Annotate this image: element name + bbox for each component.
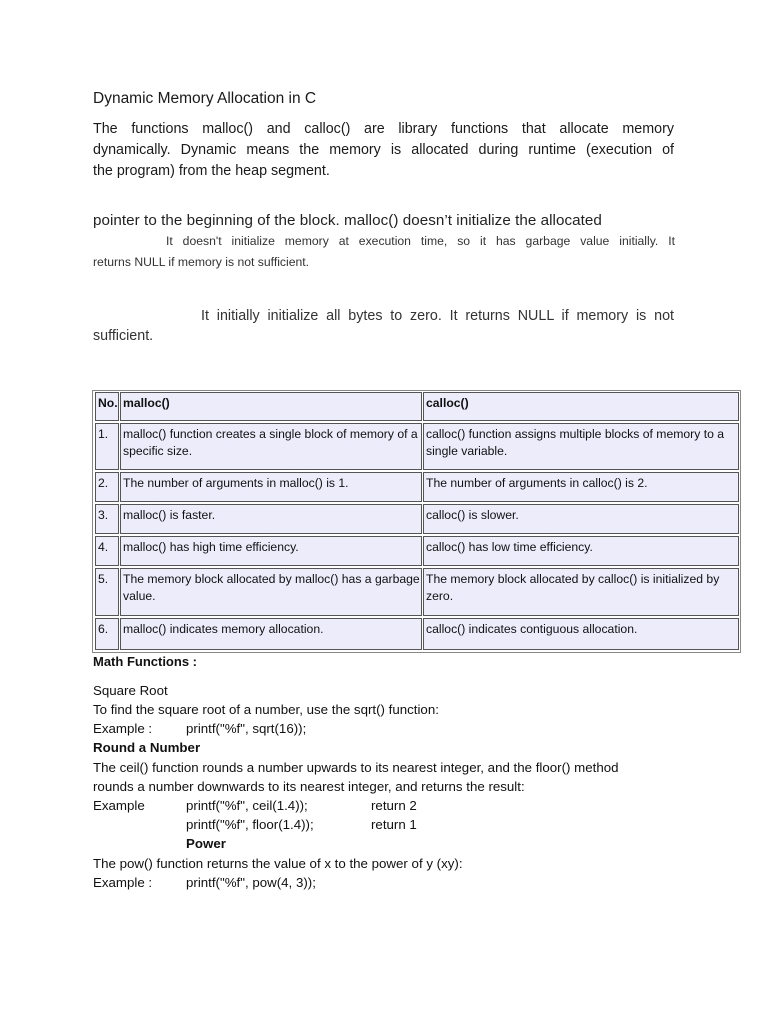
table-cell: calloc() function assigns multiple blocks of memory to a single variable.	[423, 423, 739, 470]
table-cell: 4.	[95, 536, 119, 566]
power-example-code: printf("%f", pow(4, 3));	[186, 875, 316, 890]
example-label: Example	[93, 798, 145, 813]
table-row	[92, 536, 741, 566]
floor-example-return: return 1	[371, 817, 417, 832]
table-row	[92, 423, 741, 470]
table-cell: The number of arguments in calloc() is 2.	[423, 472, 739, 502]
table-row	[92, 568, 741, 616]
table-cell: 6.	[95, 618, 119, 650]
malloc-note-line: returns NULL if memory is not sufficient.	[93, 255, 310, 269]
power-title: Power	[186, 836, 226, 851]
table-row	[92, 472, 741, 502]
intro-paragraph	[93, 119, 674, 182]
pointer-line: pointer to the beginning of the block. malloc() doesn’t initialize the allocated	[93, 212, 602, 229]
round-description: rounds a number downwards to its nearest integer, and returns the result:	[93, 779, 525, 794]
round-title: Round a Number	[93, 740, 201, 755]
malloc-note-line: It doesn't initialize memory at execution time, so it has garbage value initially. It	[166, 234, 675, 248]
header-cell-malloc: malloc()	[120, 392, 422, 421]
sqrt-description: To find the square root of a number, use the sqrt() function:	[93, 702, 439, 717]
round-description: The ceil() function rounds a number upwards to its nearest integer, and the floor() method	[93, 760, 619, 775]
table-cell: 5.	[95, 568, 119, 616]
intro-line: the program) from the heap segment.	[93, 163, 330, 179]
intro-line: dynamically. Dynamic means the memory is allocated during runtime (execution of	[93, 142, 674, 158]
ceil-example-code: printf("%f", ceil(1.4));	[186, 798, 308, 813]
table-cell: malloc() is faster.	[120, 504, 422, 534]
table-cell: 2.	[95, 472, 119, 502]
table-cell: The memory block allocated by malloc() has a garbage value.	[120, 568, 422, 616]
example-label: Example :	[93, 721, 153, 736]
table-cell: calloc() is slower.	[423, 504, 739, 534]
ceil-example-return: return 2	[371, 798, 417, 813]
floor-example-code: printf("%f", floor(1.4));	[186, 817, 314, 832]
table-cell: 1.	[95, 423, 119, 470]
sqrt-title: Square Root	[93, 683, 168, 698]
example-label: Example :	[93, 875, 153, 890]
table-cell: 3.	[95, 504, 119, 534]
comparison-table	[92, 390, 741, 653]
header-cell-calloc: calloc()	[423, 392, 739, 421]
table-cell: malloc() function creates a single block of memory of a specific size.	[120, 423, 422, 470]
calloc-note-line: sufficient.	[93, 328, 154, 344]
intro-line: The functions malloc() and calloc() are library functions that allocate memory	[93, 121, 674, 137]
table-cell: malloc() has high time efficiency.	[120, 536, 422, 566]
table-header-row	[92, 392, 741, 421]
table-row	[92, 504, 741, 534]
power-description: The pow() function returns the value of x to the power of y (xy):	[93, 856, 463, 871]
table-cell: malloc() indicates memory allocation.	[120, 618, 422, 650]
sqrt-example-code: printf("%f", sqrt(16));	[186, 721, 307, 736]
header-cell-no: No.	[95, 392, 119, 421]
page-title: Dynamic Memory Allocation in C	[93, 90, 317, 107]
table-cell: calloc() has low time efficiency.	[423, 536, 739, 566]
math-functions-heading: Math Functions :	[93, 654, 197, 669]
table-cell: calloc() indicates contiguous allocation.	[423, 618, 739, 650]
table-cell: The number of arguments in malloc() is 1.	[120, 472, 422, 502]
table-cell: The memory block allocated by calloc() is initialized by zero.	[423, 568, 739, 616]
calloc-note-line: It initially initialize all bytes to zero. It returns NULL if memory is not	[201, 308, 674, 324]
table-row	[92, 618, 741, 650]
